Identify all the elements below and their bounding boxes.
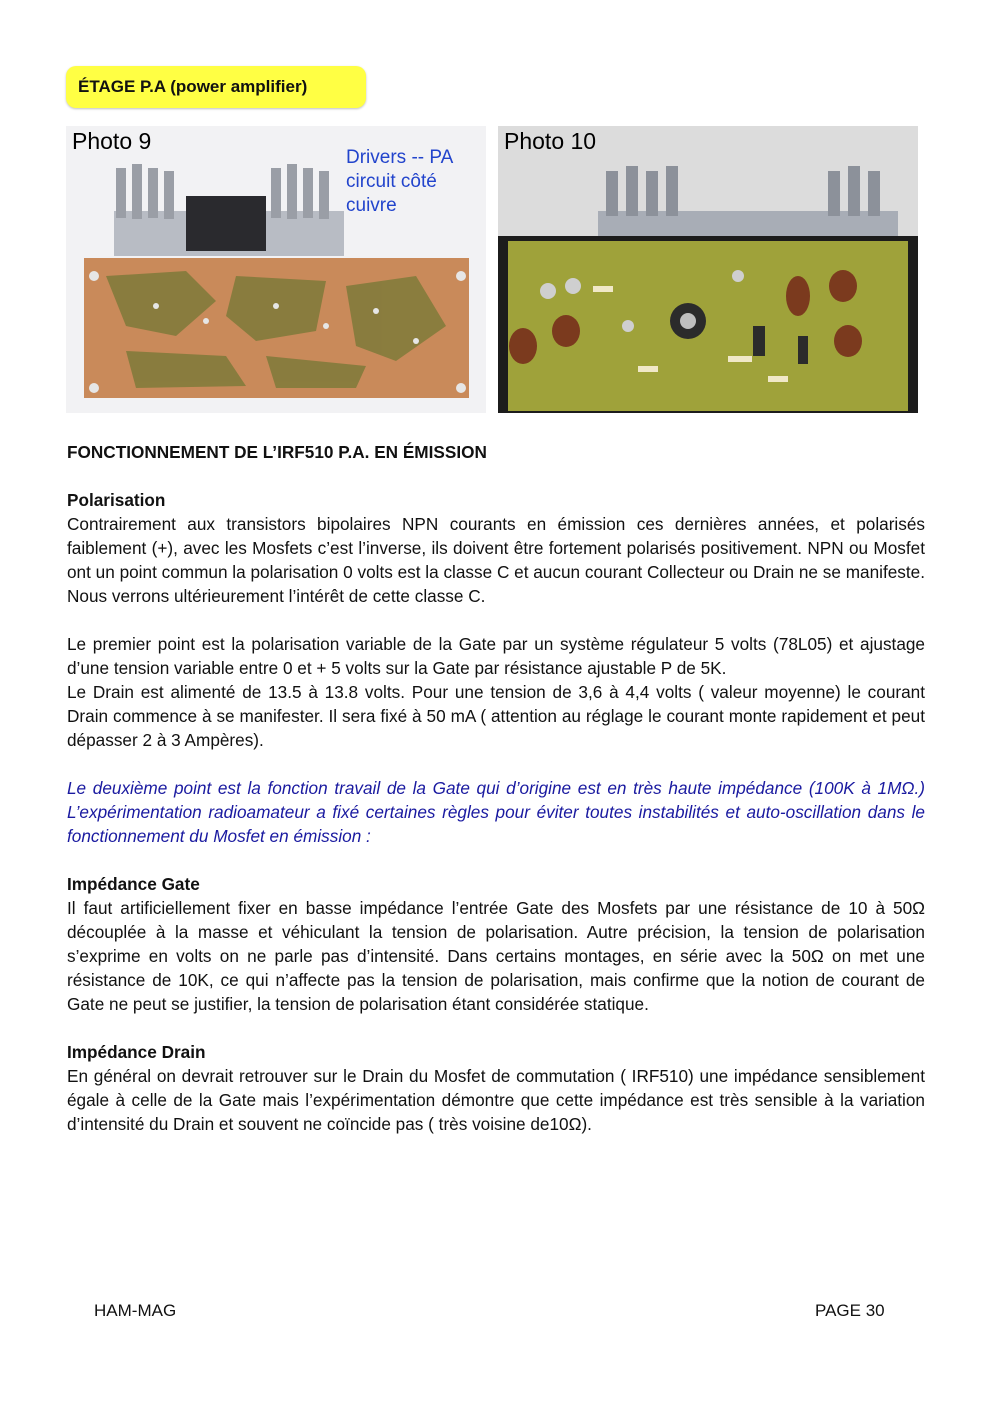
photo-9-caption-line1: Drivers -- PA (346, 147, 454, 168)
photo-9 (66, 126, 486, 413)
photo-10-label: Photo 10 (504, 128, 597, 154)
paragraph: Contrairement aux transistors bipolaires NPN courants en émission ces dernières années, et polarisés faiblement (+), avec les Mosfets c’est l’inverse, ils doivent être fortement polarisés positivement. NPN ou Mosfet ont un point commun la polarisation 0 volts est la classe C et aucun courant Collecteur ou Drain ne se manifeste. Nous verrons ultérieurement l’intérêt de cette classe C. (67, 514, 925, 606)
photo-9-caption (346, 146, 486, 218)
footer-page-number: PAGE 30 (815, 1301, 885, 1320)
banner-title: ÉTAGE P.A (power amplifier) (78, 77, 308, 96)
footer-publication: HAM-MAG (94, 1301, 177, 1320)
article-body (67, 440, 925, 1136)
paragraph: En général on devrait retrouver sur le Drain du Mosfet de commutation ( IRF510) une impédance sensiblement égale à celle de la Gate mais l’expérimentation démontre que cette impédance est très sensible à la variation d’intensité du Drain et souvent ne coïncide pas ( très voisine de10Ω). (67, 1066, 925, 1134)
section-title-impedance-gate: Impédance Gate (67, 874, 200, 894)
photo-9-caption-line2: circuit côté cuivre (346, 171, 437, 216)
photo-10 (498, 126, 918, 413)
paragraph: Il faut artificiellement fixer en basse impédance l’entrée Gate des Mosfets par une résistance de 10 à 50Ω découplée à la masse et véhiculant la tension de polarisation. Autre précision, la tension de polarisation s’exprime en volts on ne parle pas d’intensité. Dans certains montages, en série avec la 50Ω on met une résistance de 10K, ce qui n’affecte pas la tension de polarisation, mais confirme que la notion de courant de Gate ne peut se justifier, la tension de polarisation étant considérée statique. (67, 898, 925, 1014)
paragraph-highlight: Le deuxième point est la fonction travail de la Gate qui d’origine est en très haute impédance (100K à 1MΩ.) L’expérimentation radioamateur a fixé certaines règles pour éviter toutes instabilités et auto-oscillation dans le fonctionnement du Mosfet en émission : (67, 778, 925, 846)
section-title-polarisation: Polarisation (67, 490, 166, 510)
paragraph: Le premier point est la polarisation variable de la Gate par un système régulateur 5 volts (78L05) et ajustage d’une tension variable entre 0 et + 5 volts sur la Gate par résistance ajustable P de 5K. (67, 634, 925, 678)
photo-9-label: Photo 9 (72, 128, 152, 154)
paragraph: Le Drain est alimenté de 13.5 à 13.8 volts. Pour une tension de 3,6 à 4,4 volts ( valeur moyenne) le courant Drain commence à se manifester. Il sera fixé à 50 mA ( attention au réglage le courant monte rapidement et peut dépasser 2 à 3 Ampères). (67, 682, 925, 750)
article-heading: FONCTIONNEMENT DE L’IRF510 P.A. EN ÉMISSION (67, 442, 487, 462)
section-title-impedance-drain: Impédance Drain (67, 1042, 206, 1062)
section-banner (66, 66, 366, 108)
